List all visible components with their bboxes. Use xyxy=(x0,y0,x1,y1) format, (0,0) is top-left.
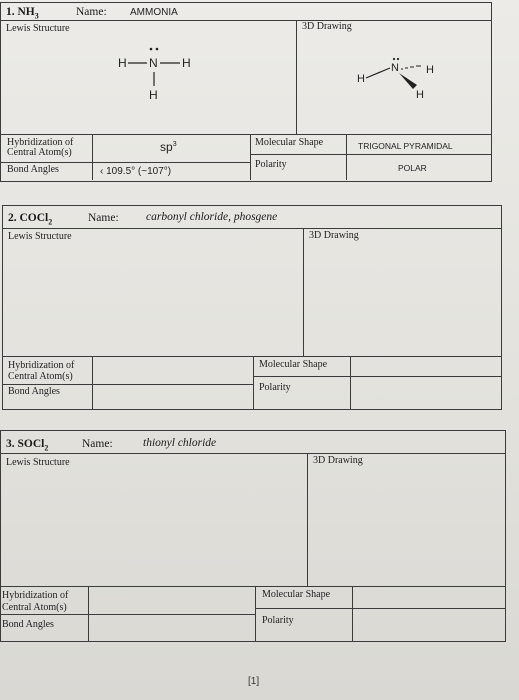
q3-name-value: thionyl chloride xyxy=(143,437,217,449)
q2-name-value: carbonyl chloride, phosgene xyxy=(146,211,278,223)
q3-col-divider-a xyxy=(88,586,89,642)
q3-col-divider-c xyxy=(352,586,353,642)
q2-center-divider xyxy=(303,228,304,356)
q1-lewis-label: Lewis Structure xyxy=(6,23,70,34)
q2-shape-label: Molecular Shape xyxy=(259,359,328,370)
q3-bond-label: Bond Angles xyxy=(2,619,54,630)
question-3-table xyxy=(0,430,506,642)
worksheet-page: 1. $NH_3$ Name: AMMONIA Lewis Structure 3D Drawing H N H H H N H H Hybridization of Central Atom(s) Bond Angles $sp^3$ ‹ 109.5° (~107°) Molecular Shape Polarity TRIGONAL PYRAMIDAL POLAR 2. COCl$_2$ Name: carbonyl chloride, phosgene Lewis Structure 3D Drawing Hybridization of Central Atom(s) Bond Angles Molecular Shape Polarity 3. SOCl$_2$ Name: thionyl chloride Lewis Structure 3D Drawing Hybridization of Central Atom(s) Bond Angles Molecular Shape Polarity [1] xyxy=(0,0,519,700)
q3-header-divider xyxy=(0,453,506,454)
q3-name-label: Name: xyxy=(82,438,113,450)
q3-shape-label: Molecular Shape xyxy=(262,589,331,600)
q1-hyb-value: $sp^3$ xyxy=(160,140,177,154)
q3-row-divider-1 xyxy=(0,586,506,587)
q1-col-divider-c xyxy=(346,134,347,180)
q1-hyb-label-2: Central Atom(s) xyxy=(7,147,72,158)
q1-3d-bonds xyxy=(355,55,435,95)
q2-col-divider-a xyxy=(92,356,93,410)
q1-formula: 1. $NH_3$ xyxy=(6,6,39,21)
q1-name-label: Name: xyxy=(76,6,107,18)
q3-formula: 3. SOCl$_2$ xyxy=(6,438,49,453)
q1-bond-label: Bond Angles xyxy=(7,164,59,175)
q1-col-divider-b xyxy=(250,134,251,180)
q1-lewis-bonds xyxy=(110,40,210,100)
q2-formula: 2. COCl$_2$ xyxy=(8,212,53,227)
q3-lewis-label: Lewis Structure xyxy=(6,457,70,468)
q2-row-divider-3 xyxy=(2,384,253,385)
question-2-table xyxy=(2,205,502,410)
q2-hyb-label-2: Central Atom(s) xyxy=(8,371,73,382)
q1-shape-label: Molecular Shape xyxy=(255,137,324,148)
q3-hyb-label-2: Central Atom(s) xyxy=(2,602,67,613)
q2-col-divider-b xyxy=(253,356,254,410)
q1-col-divider-a xyxy=(92,134,93,180)
q2-header-divider xyxy=(2,228,502,229)
q1-center-divider xyxy=(296,20,297,134)
q2-bond-label: Bond Angles xyxy=(8,386,60,397)
q2-col-divider-c xyxy=(350,356,351,410)
q2-drawing-label: 3D Drawing xyxy=(309,230,359,241)
q3-center-divider xyxy=(307,453,308,586)
q2-row-divider-1 xyxy=(2,356,502,357)
q3-drawing-label: 3D Drawing xyxy=(313,455,363,466)
q3-hyb-label-1: Hybridization of xyxy=(2,590,69,601)
q2-name-label: Name: xyxy=(88,212,119,224)
q1-shape-value: TRIGONAL PYRAMIDAL xyxy=(358,141,453,151)
q2-lewis-label: Lewis Structure xyxy=(8,231,72,242)
q1-name-value: AMMONIA xyxy=(130,7,178,18)
q2-polarity-label: Polarity xyxy=(259,382,291,393)
q3-col-divider-b xyxy=(255,586,256,642)
q2-hyb-label-1: Hybridization of xyxy=(8,360,75,371)
q1-bond-value: ‹ 109.5° (~107°) xyxy=(100,166,172,177)
q1-polarity-value: POLAR xyxy=(398,163,427,173)
q3-row-divider-2 xyxy=(255,608,506,609)
q1-header-divider xyxy=(0,20,492,21)
page-number: [1] xyxy=(248,676,260,687)
q1-drawing-label: 3D Drawing xyxy=(302,21,352,32)
q3-polarity-label: Polarity xyxy=(262,615,294,626)
q1-row-divider-2 xyxy=(250,154,492,155)
q2-row-divider-2 xyxy=(253,376,502,377)
q1-polarity-label: Polarity xyxy=(255,159,287,170)
q3-row-divider-3 xyxy=(0,614,255,615)
q1-row-divider-1 xyxy=(0,134,492,135)
q1-hyb-label-1: Hybridization of xyxy=(7,137,74,148)
q1-row-divider-3 xyxy=(0,162,250,163)
